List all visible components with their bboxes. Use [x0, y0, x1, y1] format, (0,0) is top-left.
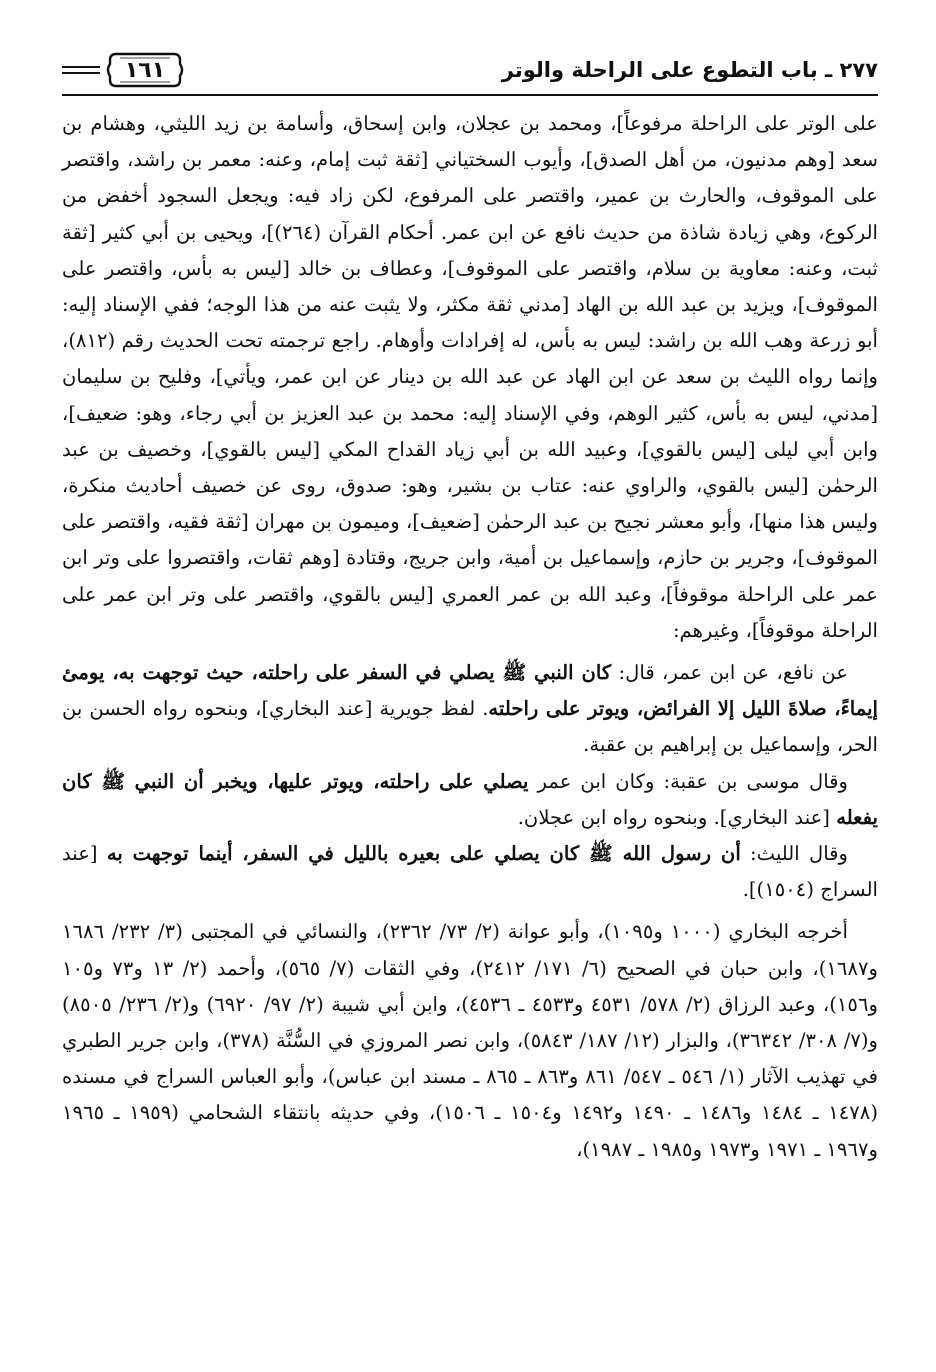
hadith-text: كان النبي ﷺ يصلي في السفر على راحلته، حيث توجهت به، يومئ إيماءً، صلاةَ الليل إلا الفرائض، ويوتر على راحلته: [62, 661, 878, 721]
hadith-lead: عن نافع، عن ابن عمر، قال:: [611, 661, 849, 685]
paragraph-hadith-layth: [62, 836, 878, 908]
running-title: ٢٧٧ ـ باب التطوع على الراحلة والوتر: [501, 58, 878, 82]
hadith-text: يصلي على راحلته، ويوتر عليها، ويخبر أن النبي ﷺ كان يفعله: [62, 769, 878, 829]
book-page: [62, 48, 878, 1348]
hadith-lead: وقال موسى بن عقبة: وكان ابن عمر: [528, 769, 848, 793]
page-number-frame: [106, 50, 184, 90]
hadith-lead: وقال الليث:: [740, 842, 849, 866]
paragraph-narrators: على الوتر على الراحلة مرفوعاً]، ومحمد بن عجلان، وابن إسحاق، وأسامة بن زيد الليثي، وهشام بن سعد [وهم مدنيون، من أهل الصدق]، وأيوب السختياني [ثقة ثبت إمام، وعنه: معمر بن راشد، واقتصر على الموقوف، والحارث بن عمير، واقتصر على المرفوع، لكن زاد فيه: ويجعل السجود أخفض من الركوع، وهي زيادة شاذة من حديث نافع عن ابن عمر. أحكام القرآن (٢٦٤)]، ويحيى بن أبي كثير [ثقة ثبت، وعنه: معاوية بن سلام، واقتصر على الموقوف]، وعطاف بن خالد [ليس به بأس، واقتصر على الموقوف]، ويزيد بن عبد الله بن الهاد [مدني ثقة مكثر، ولا يثبت عنه من هذا الوجه؛ ففي الإسناد إليه: أبو زرعة وهب الله بن راشد: ليس به بأس، له إفرادات وأوهام. راجع ترجمته تحت الحديث رقم (٨١٢)، وإنما رواه الليث بن سعد عن ابن الهاد عن عبد الله بن دينار عن ابن عمر، ويأتي]، وفليح بن سليمان [مدني، ليس به بأس، كثير الوهم، وفي الإسناد إليه: محمد بن عبد العزيز بن أبي رجاء، وهو: ضعيف]، وابن أبي ليلى [ليس بالقوي]، وعبيد الله بن أبي زياد القداح المكي [ليس بالقوي]، وخصيف بن عبد الرحمٰن [ليس بالقوي، والراوي عنه: عتاب بن بشير، وهو: صدوق، روى عن خصيف أحاديث منكرة، وليس هذا منها]، وأبو معشر نجيح بن عبد الرحمٰن [ضعيف]، وميمون بن مهران [ثقة فقيه، واقتصر على الموقوف]، وجرير بن حازم، وإسماعيل بن أمية، وابن جريج، وقتادة [وهم ثقات، واقتصروا على وتر ابن عمر على الراحلة موقوفاً]، وعبد الله بن عمر العمري [ليس بالقوي، واقتصر على وتر ابن عمر على الراحلة موقوفاً]، وغيرهم:: [62, 112, 878, 642]
hadith-text: أن رسول الله ﷺ كان يصلي على بعيره بالليل في السفر، أينما توجهت به: [106, 842, 741, 866]
page-header: [62, 48, 878, 92]
header-rule: [62, 94, 878, 96]
ornament-lines: [62, 66, 100, 74]
paragraph-hadith-nafi: [62, 655, 878, 764]
page-number-ornament: [62, 50, 184, 90]
paragraph-hadith-musa: [62, 764, 878, 836]
page-number: ١٦١: [124, 57, 166, 83]
hadith-tail: . لفظ جويرية [عند البخاري]، وبنحوه رواه الحسن بن الحر، وإسماعيل بن إبراهيم بن عقبة.: [62, 697, 878, 757]
paragraph-takhrij: أخرجه البخاري (١٠٠٠ و١٠٩٥)، وأبو عوانة (٢/ ٧٣/ ٢٣٦٢)، والنسائي في المجتبى (٣/ ٢٣٢/ ١٦٨٦ و١٦٨٧)، وابن حبان في الصحيح (٦/ ١٧١/ ٢٤١٢)، وفي الثقات (٧/ ٥٦٥)، وأحمد (٢/ ١٣ و٧٣ و١٠٥ و١٥٦)، وعبد الرزاق (٢/ ٥٧٨/ ٤٥٣١ و٤٥٣٣ ـ ٤٥٣٦)، وابن أبي شيبة (٢/ ٩٧/ ٦٩٢٠) و(٢/ ٢٣٦/ ٨٥٠٥) و(٧/ ٣٠٨/ ٣٦٣٤٢)، والبزار (١٢/ ١٨٧/ ٥٨٤٣)، وابن نصر المروزي في السُّنَّة (٣٧٨)، وابن جرير الطبري في تهذيب الآثار (١/ ٥٤٦ ـ ٥٤٧/ ٨٦١ و٨٦٣ ـ ٨٦٥ ـ مسند ابن عباس)، وأبو العباس السراج في مسنده (١٤٧٨ ـ ١٤٨٤ و١٤٨٦ ـ ١٤٩٠ و١٤٩٢ و١٥٠٤ ـ ١٥٠٦)، وفي حديثه بانتقاء الشحامي (١٩٥٩ ـ ١٩٦٥ و١٩٦٧ ـ ١٩٧١ و١٩٧٣ و١٩٨٥ ـ ١٩٨٧)،: [62, 920, 878, 1161]
hadith-tail: [عند السراج (١٥٠٤)].: [62, 842, 878, 902]
hadith-tail: [عند البخاري]. وبنحوه رواه ابن عجلان.: [517, 805, 837, 829]
